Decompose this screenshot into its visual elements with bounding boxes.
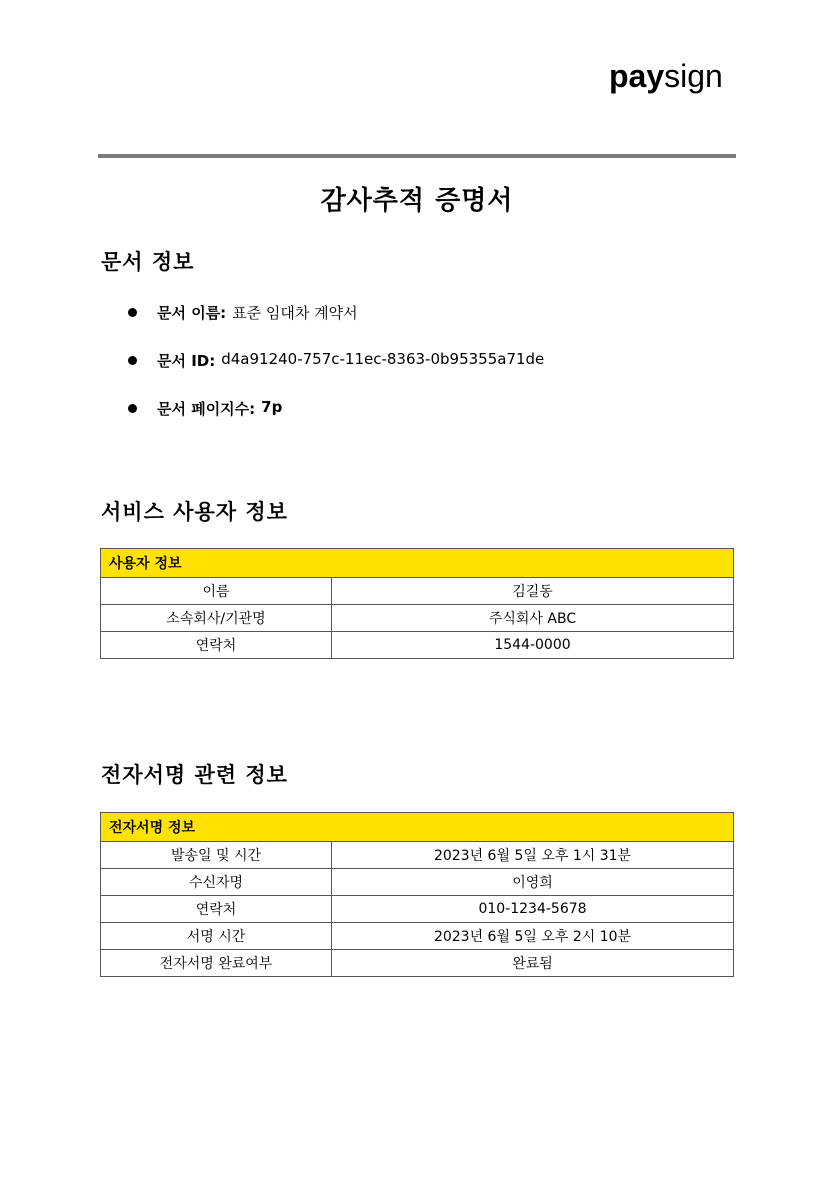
doc-info-item: [128, 398, 544, 446]
header-divider: [98, 154, 736, 158]
bullet-icon: [128, 356, 137, 365]
table-key-cell: 연락처: [101, 632, 332, 659]
table-header-cell: 사용자 정보: [101, 549, 734, 578]
table-row: [101, 605, 734, 632]
doc-info-item: [128, 350, 544, 398]
doc-info-label: 문서 이름:: [157, 304, 227, 322]
logo-pay-text: pay: [609, 58, 665, 94]
table-row: [101, 869, 734, 896]
table-key-cell: 연락처: [101, 896, 332, 923]
table-key-cell: 서명 시간: [101, 923, 332, 950]
doc-info-list: [128, 302, 544, 446]
table-value-cell: 1544-0000: [332, 632, 734, 659]
table-row: [101, 896, 734, 923]
doc-info-label: 문서 페이지수:: [157, 400, 256, 418]
signature-info-heading: 전자서명 관련 정보: [101, 763, 288, 787]
doc-info-value: d4a91240-757c-11ec-8363-0b95355a71de: [221, 350, 545, 368]
table-header-cell: 전자서명 정보: [101, 813, 734, 842]
table-value-cell: 완료됨: [332, 950, 734, 977]
table-value-cell: 이영희: [332, 869, 734, 896]
user-info-table: [100, 548, 734, 659]
logo-sign-text: sign: [664, 58, 723, 94]
paysign-logo: [609, 56, 723, 96]
table-value-cell: 김길동: [332, 578, 734, 605]
table-key-cell: 발송일 및 시간: [101, 842, 332, 869]
user-info-heading: 서비스 사용자 정보: [101, 500, 288, 524]
table-key-cell: 소속회사/기관명: [101, 605, 332, 632]
doc-info-label: 문서 ID:: [157, 352, 216, 370]
table-row: [101, 923, 734, 950]
table-value-cell: 2023년 6월 5일 오후 1시 31분: [332, 842, 734, 869]
table-value-cell: 2023년 6월 5일 오후 2시 10분: [332, 923, 734, 950]
bullet-icon: [128, 404, 137, 413]
table-row: [101, 842, 734, 869]
document-title: 감사추적 증명서: [320, 186, 514, 216]
table-row: [101, 950, 734, 977]
table-row: [101, 578, 734, 605]
doc-info-heading: 문서 정보: [101, 250, 195, 274]
doc-info-value: 7p: [261, 398, 283, 416]
table-header-row: [101, 813, 734, 842]
table-key-cell: 이름: [101, 578, 332, 605]
table-key-cell: 전자서명 완료여부: [101, 950, 332, 977]
table-key-cell: 수신자명: [101, 869, 332, 896]
bullet-icon: [128, 308, 137, 317]
doc-info-value: 표준 임대차 계약서: [232, 304, 358, 322]
table-value-cell: 010-1234-5678: [332, 896, 734, 923]
table-value-cell: 주식회사 ABC: [332, 605, 734, 632]
table-row: [101, 632, 734, 659]
doc-info-item: [128, 302, 544, 350]
signature-info-table: [100, 812, 734, 977]
table-header-row: [101, 549, 734, 578]
